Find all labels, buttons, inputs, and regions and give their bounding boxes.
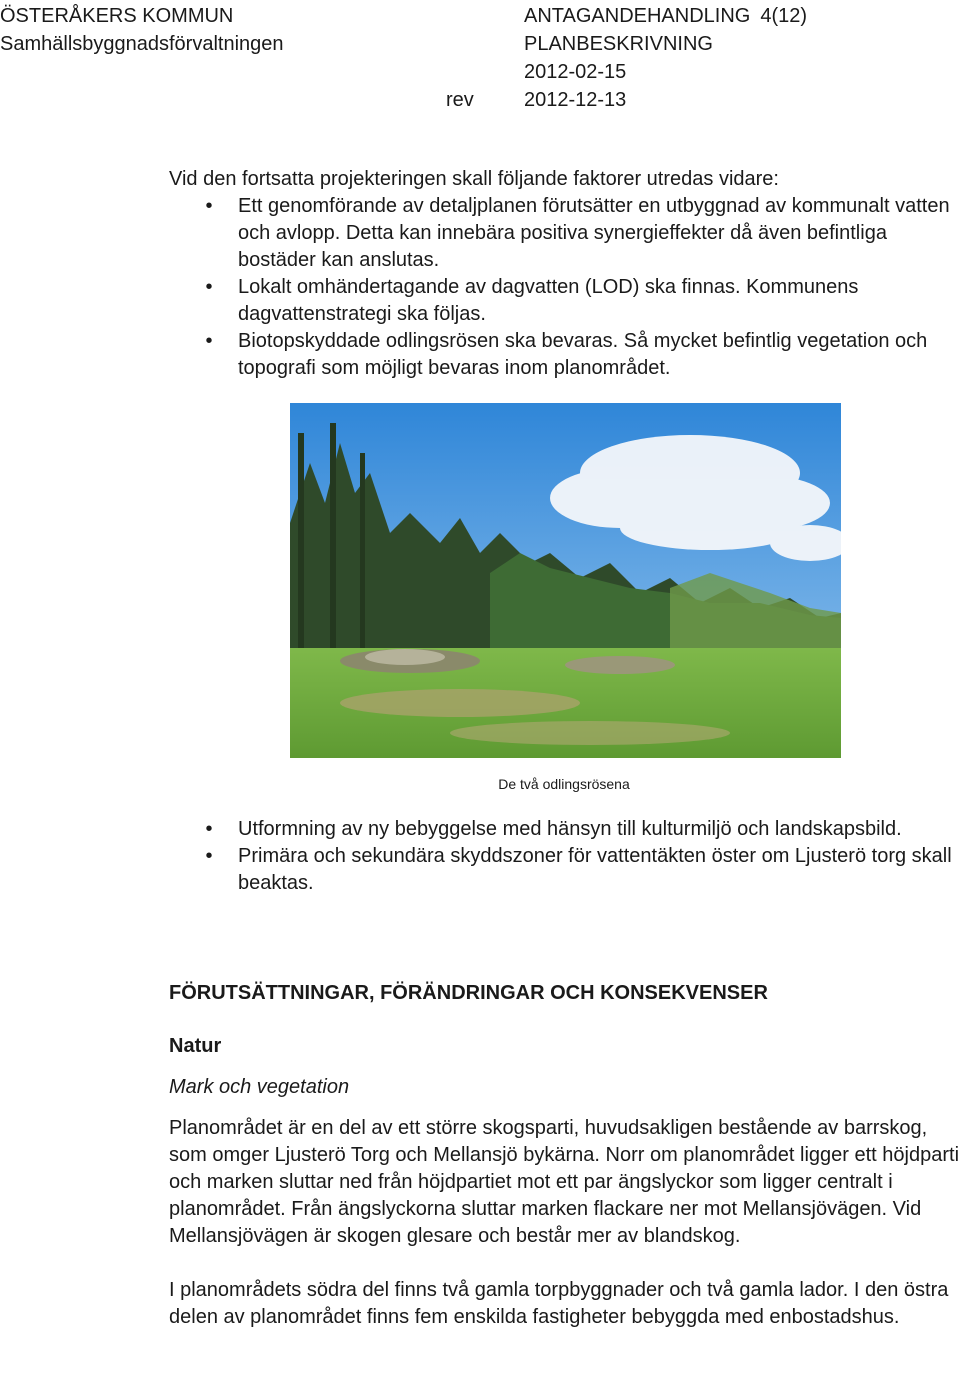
list-item: • Utformning av ny bebyggelse med hänsyn till kulturmiljö och landskapsbild. [169,816,959,843]
meadow-photo [290,403,841,758]
org-name: ÖSTERÅKERS KOMMUN [0,5,234,27]
list-item: • Ett genomförande av detaljplanen förutsätter en utbyggnad av kommunalt vatten och avlopp. Detta kan innebära positiva synergieffekter då även befintliga bostäder kan anslutas. [169,193,959,274]
header-left [0,2,284,58]
bullet-list-top [169,193,959,382]
bullet-list-bottom [169,816,959,897]
list-item: • Primära och sekundära skyddszoner för vattentäkten öster om Ljusterö torg skall beaktas. [169,843,959,897]
list-item: • Biotopskyddade odlingsrösen ska bevaras. Så mycket befintlig vegetation och topografi som möjligt bevaras inom planområdet. [169,328,959,382]
body-paragraph: I planområdets södra del finns två gamla torpbyggnader och två gamla lador. I den östra delen av planområdet finns fem enskilda fastigheter bebyggda med enbostadshus. [169,1279,949,1328]
bottom-bullets-block [169,816,959,897]
doc-status: ANTAGANDEHANDLING [524,5,751,27]
photo-caption: De två odlingsrösena [498,776,630,792]
doc-date: 2012-02-15 [524,61,627,83]
rev-date: 2012-12-13 [524,89,627,111]
section-title: FÖRUTSÄTTNINGAR, FÖRÄNDRINGAR OCH KONSEKVENSER [169,982,768,1004]
bullet-glyph: • [205,330,213,352]
subsection-title: Natur [169,1035,222,1057]
header-right [446,2,807,114]
section-block [169,980,959,1331]
page-number: 4(12) [760,5,808,27]
bullet-glyph: • [205,818,213,840]
body-paragraph: Planområdet är en del av ett större skogsparti, huvudsakligen bestående av barrskog, som omger Ljusterö Torg och Mellansjö bykärna. Norr om planområdet ligger ett höjdparti och marken sluttar ned från höjdpartiet mot ett par ängslyckor som ligger centralt i planområdet. Från ängslyckorna sluttar marken flackare ner mot Mellansjövägen. Vid Mellansjövägen är skogen glesare och består mer av blandskog. [169,1117,960,1247]
list-item: • Lokalt omhändertagande av dagvatten (LOD) ska finnas. Kommunens dagvattenstrategi ska följas. [169,274,959,328]
bullet-glyph: • [205,276,213,298]
bullet-glyph: • [205,845,213,867]
rev-label: rev [446,89,474,111]
bullet-glyph: • [205,195,213,217]
subsubsection-title: Mark och vegetation [169,1076,350,1098]
department-name: Samhällsbyggnadsförvaltningen [0,33,284,55]
intro-text: Vid den fortsatta projekteringen skall följande faktorer utredas vidare: [169,168,779,190]
intro-block [169,166,959,382]
doc-type: PLANBESKRIVNING [524,33,713,55]
